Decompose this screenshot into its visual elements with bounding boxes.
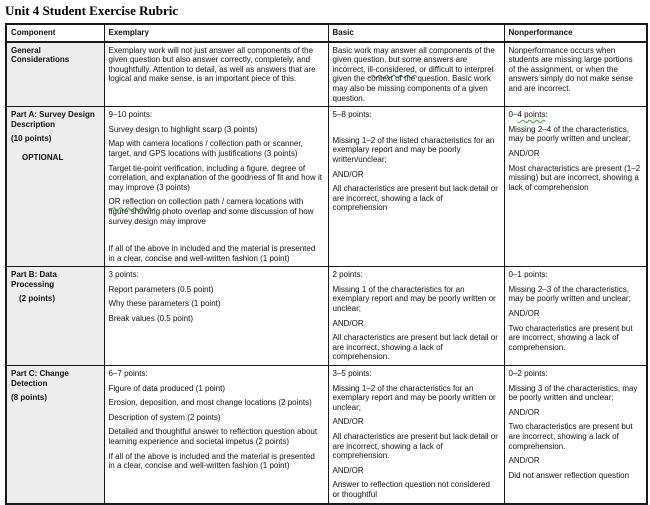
and-or-label: AND/OR	[508, 407, 540, 417]
and-or-label: AND/OR	[332, 318, 364, 328]
component-points: (2 points)	[19, 294, 55, 304]
part-c-component-cell	[6, 366, 104, 504]
and-or-label: AND/OR	[332, 465, 364, 475]
criteria-text: If all of the above is included and the material is presented in a clear, concise and well-written fashion (1 point)	[108, 451, 315, 471]
criteria-text: Two characteristics are present but are incorrect, showing a lack of comprehension.	[508, 422, 633, 451]
component-points: (10 points)	[11, 134, 52, 144]
points-range: 0–2 points:	[508, 369, 548, 379]
criteria-text: All characteristics are present but lack detail or are incorrect, showing a lack of comprehension.	[332, 432, 498, 461]
points-range: 5–8 points:	[332, 110, 372, 120]
criteria-text: Missing 2–3 of the characteristics, may be poorly written and unclear;	[508, 284, 631, 304]
text-segment: or difficult to interpret given the context of the question. Basic work may also be missing components of a given question.	[332, 64, 494, 103]
part-a-exemplary-cell	[104, 107, 328, 267]
criteria-text: If all of the above in included and the material is presented in a clear, concise and well-written fashion (1 point)	[108, 244, 316, 263]
criteria-text: Break values (0.5 point)	[108, 314, 193, 324]
criteria-text: Report parameters (0.5 point)	[108, 284, 214, 294]
part-c-nonperformance-cell	[504, 366, 647, 504]
criteria-text: Survey design to highlight scarp (3 points)	[108, 124, 258, 134]
part-a-nonperformance-cell	[504, 107, 647, 267]
general-component-cell	[6, 42, 104, 107]
part-c-exemplary-cell	[104, 366, 328, 504]
and-or-label: AND/OR	[332, 417, 364, 427]
points-range: 3–5 points:	[332, 369, 372, 379]
and-or-label: AND/OR	[508, 309, 540, 319]
criteria-text: Missing 2–4 of the characteristics, may be poorly written and unclear;	[508, 124, 631, 144]
component-optional-label: OPTIONAL	[22, 152, 64, 162]
criteria-text	[333, 46, 499, 104]
col-header-basic: Basic	[328, 24, 504, 42]
criteria-text: Did not answer reflection question	[508, 470, 630, 480]
component-label: General Considerations	[11, 45, 70, 65]
header-row	[6, 24, 647, 42]
part-c-basic-cell	[328, 366, 504, 504]
general-basic-cell	[328, 42, 504, 107]
table-row-part-b	[6, 267, 647, 366]
criteria-text: Nonperformance occurs when students are missing large portions of the assignment, or when the answers simply do not make sense and are incorrect.	[508, 45, 633, 93]
criteria-text: Two characteristics are present but are incorrect, showing a lack of comprehension.	[508, 323, 633, 352]
criteria-text: Missing 1–2 of the listed characteristics for an exemplary report and may be poorly written/unclear;	[332, 135, 495, 164]
criteria-text: Most characteristics are present (1–2 missing) but are incorrect, showing a lack of comprehension	[508, 163, 641, 192]
part-b-nonperformance-cell	[504, 267, 647, 366]
criteria-text: Erosion, deposition, and most change locations (2 points)	[108, 398, 312, 408]
grammar-marked-text: ill-considered,	[367, 64, 417, 74]
and-or-label: AND/OR	[508, 456, 540, 466]
text-segment: on collection path / camera locations with figure showing photo overlap and some discussion of how survey design may improve	[108, 197, 314, 226]
table-row-part-a	[6, 107, 647, 267]
points-range: 0–1 points:	[508, 270, 548, 280]
criteria-text: All characteristics are present but lack detail or are incorrect, showing a lack of comprehension.	[332, 333, 498, 362]
points-range: 2 points:	[332, 270, 363, 280]
criteria-text: Why these parameters (1 point)	[108, 299, 221, 309]
general-exemplary-cell	[104, 42, 328, 107]
criteria-text: All characteristics are present but lack detail or are incorrect, showing a lack of comprehension	[332, 184, 498, 213]
table-row-part-c	[6, 366, 647, 504]
criteria-text: Description of system (2 points)	[108, 412, 221, 422]
component-label: Part B: Data Processing	[11, 270, 57, 289]
criteria-text	[109, 197, 323, 226]
component-label: Part C: Change Detection	[11, 369, 69, 388]
points-range: 6–7 points:	[108, 369, 148, 379]
and-or-label: AND/OR	[508, 148, 540, 158]
criteria-text: Answer to reflection question not considered or thoughtful	[332, 480, 490, 499]
rubric-table	[5, 23, 648, 505]
grammar-marked-text: OR reflection	[108, 197, 156, 207]
criteria-text: Exemplary work will not just answer all components of the given question but also answer correctly, completely, and thoughtfully. Attention to detail, as well as answers that are logical and make sense, is an important piece of this.	[108, 45, 316, 84]
part-b-exemplary-cell	[104, 267, 328, 366]
criteria-text: Detailed and thoughtful answer to reflection question about learning experience and societal impetus (2 points)	[108, 427, 318, 446]
part-b-component-cell	[6, 267, 104, 366]
criteria-text: Figure of data produced (1 point)	[108, 383, 226, 393]
points-range: 9–10 points:	[108, 110, 153, 120]
criteria-text: Map with camera locations / collection path or scanner, target, and GPS locations with justifications (3 points)	[108, 139, 303, 158]
points-range: 3 points:	[108, 270, 139, 280]
criteria-text: Missing 1–2 of the characteristics for an exemplary report and may be poorly written or unclear;	[332, 383, 496, 412]
grammar-marked-text: 4 points	[517, 110, 546, 120]
criteria-text: Missing 3 of the characteristics, may be poorly written and unclear;	[508, 383, 638, 403]
table-row-general-considerations	[6, 42, 647, 107]
page-title: Unit 4 Student Exercise Rubric	[5, 3, 179, 18]
text-segment: Basic work may answer all components of the given question, but some answers are incorrect,	[332, 45, 495, 74]
part-a-component-cell	[6, 107, 104, 267]
component-points: (8 points)	[11, 393, 47, 403]
part-a-basic-cell	[328, 107, 504, 267]
document-page	[0, 3, 650, 499]
and-or-label: AND/OR	[332, 169, 364, 179]
col-header-component: Component	[6, 24, 104, 42]
component-label: Part A: Survey Design Description	[11, 110, 95, 129]
text-segment: 0–	[508, 110, 518, 120]
points-range	[509, 110, 642, 120]
general-nonperformance-cell	[504, 42, 647, 107]
criteria-text: Missing 1 of the characteristics for an exemplary report and may be poorly written or unclear;	[332, 284, 496, 314]
text-segment: :	[545, 110, 548, 120]
col-header-nonperformance: Nonperformance	[504, 24, 647, 42]
criteria-text: Target tie-point verification, including a figure, degree of correlation, and explanation of the goodness of fit and how it may improve (3 points)	[108, 163, 322, 192]
part-b-basic-cell	[328, 267, 504, 366]
col-header-exemplary: Exemplary	[104, 24, 328, 42]
